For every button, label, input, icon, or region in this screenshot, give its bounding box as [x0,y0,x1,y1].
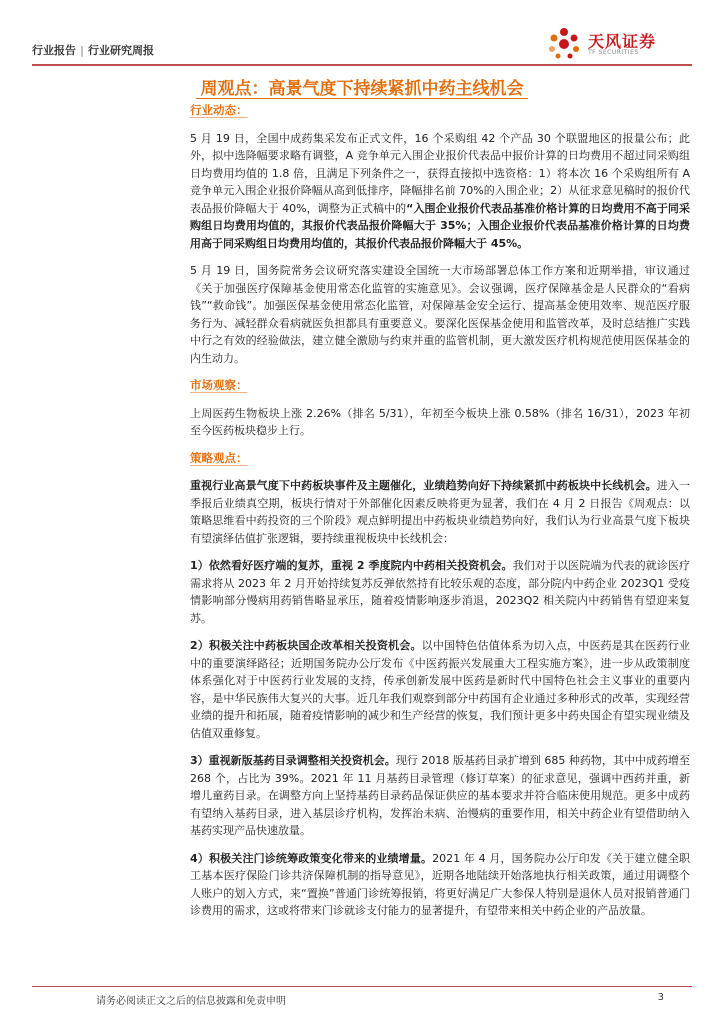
paragraph-point-1 [190,557,690,627]
flower-logo-icon [544,24,584,64]
header-rule [32,64,692,66]
main-content [190,102,690,930]
page-title: 周观点：高景气度下持续紧抓中药主线机会 [200,79,524,99]
footer-rule [32,986,692,987]
logo-name: 天风证券 [588,32,657,51]
report-type: 行业报告 [32,44,76,57]
paragraph-bold-text: 3）重视新版基药目录调整相关投资机会。 [190,754,396,767]
paragraph-text: 5 月 19 日，全国中成药集采发布正式文件，16 个采购组 42 个产品 30 个联盟地区的报量公布；此外，拟中选降幅要求略有调整，A 竞争单元入围企业报价代表品中报价计算的日均费用不超过同采购组日均费用均值的 1.8 倍，且满足下列条件之一，获得直接拟中选资格：1）将本次 16 个采购组所有 A 竞争单元入围企业报价降幅从高到低排序，降幅排名前 70%的入围企业；2）从征求意见稿时的报价代表品报价降幅大于 40%，调整为正式稿中的 [190,131,690,215]
paragraph-state-council: 5 月 19 日，国务院常务会议研究落实建设全国统一大市场部署总体工作方案和近期举措，审议通过《关于加强医疗保障基金使用常态化监管的实施意见》。会议强调，医疗保障基金是人民群众的“看病钱”“救命钱”。加强医保基金使用常态化监管，对保障基金安全运行、提高基金使用效率、规范医疗服务行为、减轻群众看病就医负担都具有重要意义。要深化医保基金使用和监管改革，及时总结推广实践中行之有效的经验做法，建立健全激励与约束并重的监管机制，更大激发医疗机构规范使用医保基金的内生动力。 [190,264,690,365]
paragraph-bold-text: “入围企业报价代表品基准价格计算的日均费用不高于同采购组日均费用均值的，其报价代表品报价降幅大于 35%；入围企业报价代表品基准价格计算的日均费用高于同采购组日均费用均值的，其报价代表品报价降幅大于 45%。 [190,201,690,250]
section-heading-industry-news: 行业动态： [190,103,248,117]
paragraph-text: 以中国特色估值体系为切入点，中医药是其在医药行业中的重要演绎路径；近期国务院办公厅发布《中医药振兴发展重大工程实施方案》，进一步从政策制度体系强化对于中医药行业发展的支持，传承创新发展中医药是新时代中国特色社会主义事业的重要内容，是中华民族伟大复兴的大事。近几年我们观察到部分中药国有企业通过多种形式的改革，实现经营业绩的提升和拓展，随着疫情影响的减少和生产经营的恢复，我们预计更多中药央国企有望实现业绩及估值双重修复。 [190,639,691,740]
paragraph-market: 上周医药生物板块上涨 2.26%（排名 5/31），年初至今板块上涨 0.58%（排名 16/31），2023 年初至今医药板块稳步上行。 [190,406,690,437]
paragraph-point-2 [190,637,690,742]
paragraph-point-4 [190,850,690,920]
report-category [32,42,154,58]
footer-disclaimer: 请务必阅读正文之后的信息披露和免责申明 [96,996,286,1007]
header-separator: | [80,44,85,57]
paragraph-tcm-procurement [190,130,690,253]
paragraph-text: 现行 2018 版基药目录扩增到 685 种药物，其中中成药增至 268 个，占比为 39%。2021 年 11 月基药目录管理（修订草案）的征求意见，强调中西药并重，新增儿童药目录。在调整方向上坚持基药目录药品保证供应的基本要求并符合临床使用规范。更多中成药有望纳入基药目录，进入基层诊疗机构，发挥治未病、治慢病的重要作用，相关中药企业有望借助纳入基药实现产品快速放量。 [190,754,690,837]
title-underline [196,98,528,99]
paragraph-strategy-intro [190,477,690,547]
paragraph-bold-text: 1）依然看好医疗端的复苏，重视 2 季度院内中药相关投资机会。 [190,559,513,572]
section-heading-strategy: 策略观点： [190,450,248,465]
logo-english-name: TF SECURITIES [588,49,639,56]
paragraph-bold-text: 4）积极关注门诊统筹政策变化带来的业绩增量。 [190,851,433,865]
paragraph-bold-text: 重视行业高景气度下中药板块事件及主题催化，业绩趋势向好下持续紧抓中药板块中长线机会。 [190,479,657,492]
section-heading-market: 市场观察： [190,378,248,392]
paragraph-bold-text: 2）积极关注中药板块国企改革相关投资机会。 [190,639,422,652]
paragraph-text: 我们对于以医院端为代表的就诊医疗需求将从 2023 年 2 月开始持续复苏反弹依然持有比较乐观的态度，部分院内中药企业 2023Q1 受疫情影响部分慢病用药销售略显承压，随着疫情影响逐步消退，2023Q2 相关院内中药销售有望迎来复苏。 [190,559,690,625]
report-subtype: 行业研究周报 [88,44,155,57]
paragraph-text: 2021 年 4 月，国务院办公厅印发《关于建立健全职工基本医疗保险门诊共济保障机制的指导意见》，近期各地陆续开始落地执行相关政策，通过用调整个人账户的划入方式，来“置换”普通门诊统筹报销，将更好满足广大参保人特别是退休人员对报销普通门诊费用的需求，这或将带来门诊就诊支付能力的显著提升，有望带来相关中药企业的产品放量。 [190,851,691,917]
paragraph-point-3 [190,752,690,840]
tf-securities-logo [544,24,694,64]
page-number: 3 [657,992,664,1003]
paragraph-text: 进入一季报后业绩真空期，板块行情对于外部催化因素反映将更为显著，我们在 4 月 2 日报告《周观点：以策略思维看中药投资的三个阶段》观点鲜明提出中药板块业绩趋势向好，我们认为行业高景气度下板块有望演绎估值扩张逻辑，要持续重视板块中长线机会： [190,479,691,545]
